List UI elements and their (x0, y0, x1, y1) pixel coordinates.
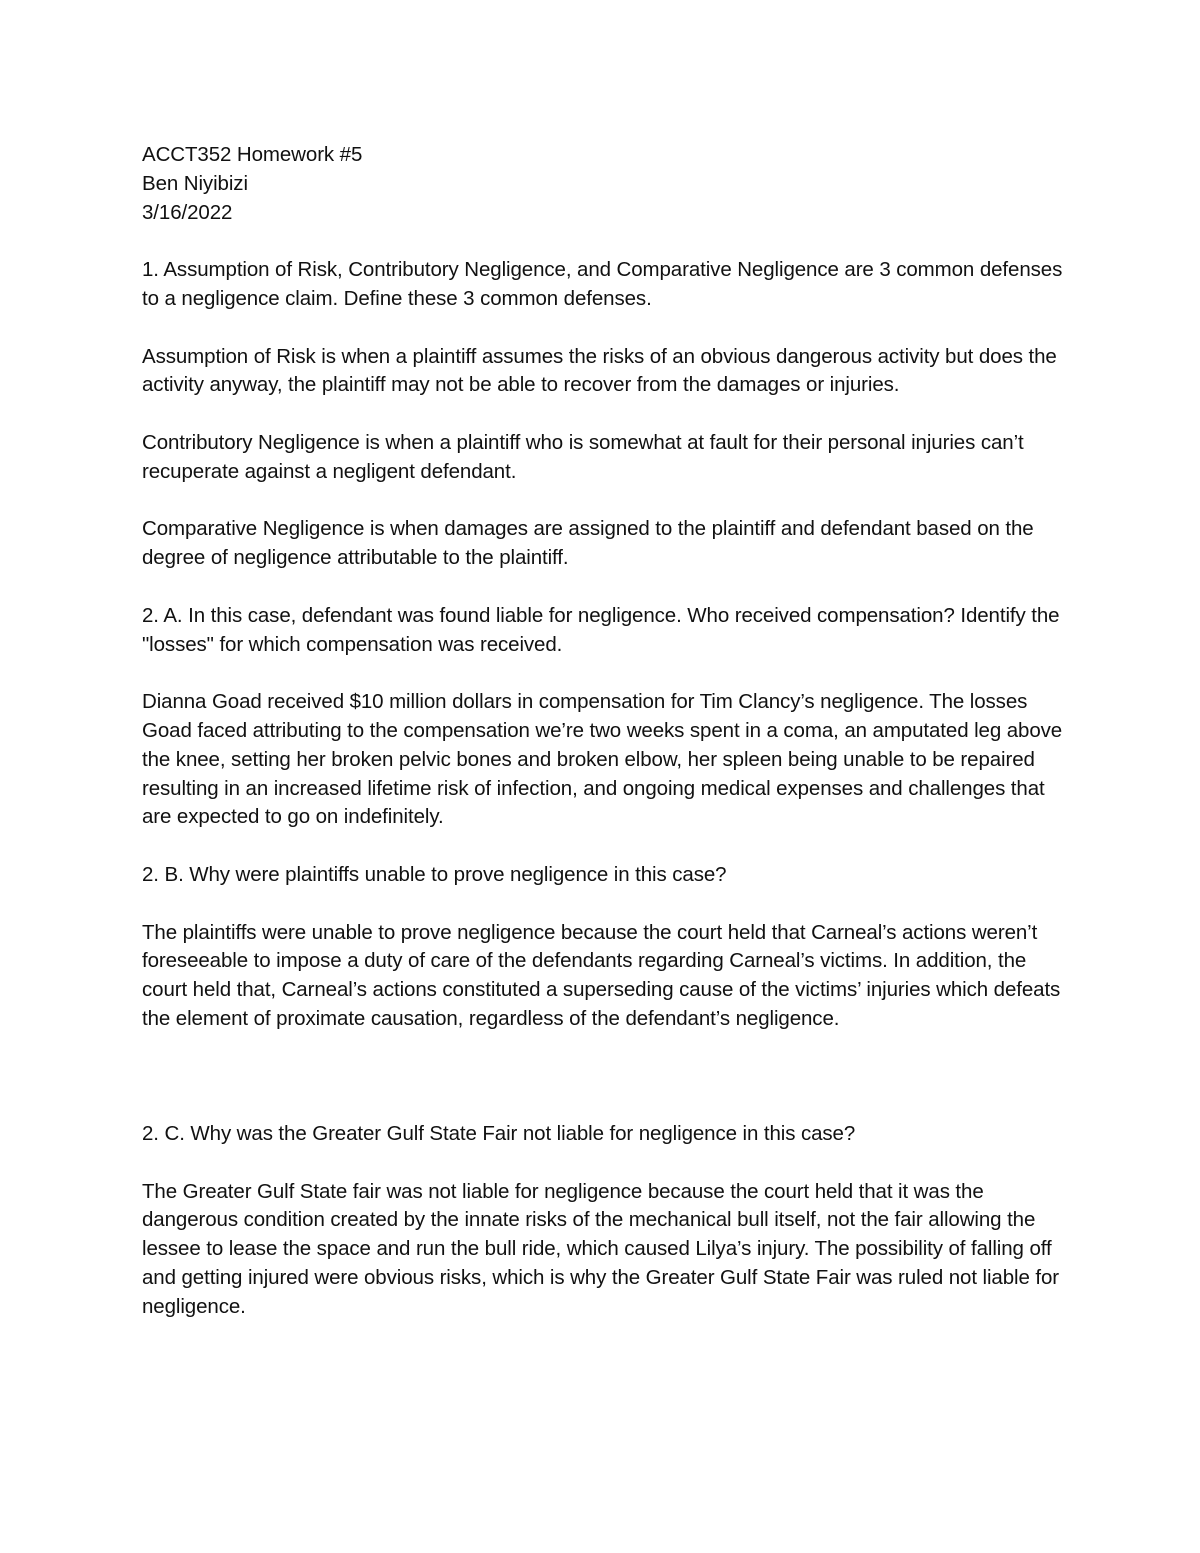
question-1: 1. Assumption of Risk, Contributory Negligence, and Comparative Negligence are 3 common defenses to a negligence claim. Define these 3 common defenses. (142, 258, 1063, 310)
document-body (142, 141, 1072, 1322)
question-2c: 2. C. Why was the Greater Gulf State Fair not liable for negligence in this case? (142, 1122, 856, 1146)
answer-2a: Dianna Goad received $10 million dollars in compensation for Tim Clancy’s negligence. The losses Goad faced attributing to the compensation we’re two weeks spent in a coma, an amputated leg above the knee, setting her broken pelvic bones and broken elbow, her spleen being unable to be repaired resulting in an increased lifetime risk of infection, and ongoing medical expenses and challenges that are expected to go on indefinitely. (142, 690, 1063, 829)
spacer (142, 1034, 1072, 1120)
author-name: Ben Niyibizi (142, 171, 248, 195)
question-2b: 2. B. Why were plaintiffs unable to prove negligence in this case? (142, 862, 727, 886)
spacer (142, 832, 1072, 861)
spacer (142, 890, 1072, 919)
question-2a: 2. A. In this case, defendant was found liable for negligence. Who received compensation? Identify the "losses" for which compensation was received. (142, 603, 1060, 656)
spacer (142, 573, 1072, 602)
answer-2c: The Greater Gulf State fair was not liable for negligence because the court held that it was the dangerous condition created by the innate risks of the mechanical bull itself, not the fair allowing the lessee to lease the space and run the bull ride, which caused Lilya’s injury. The possibility of falling off and getting injured were obvious risks, which is why the Greater Gulf State Fair was ruled not liable for negligence. (142, 1179, 1059, 1318)
answer-2b: The plaintiffs were unable to prove negligence because the court held that Carneal’s actions weren’t foreseeable to impose a duty of care of the defendants regarding Carneal’s victims. In addition, the court held that, Carneal’s actions constituted a superseding cause of the victims’ injuries which defeats the element of proximate causation, regardless of the defendant’s negligence. (142, 920, 1061, 1030)
answer-assumption-of-risk: Assumption of Risk is when a plaintiff assumes the risks of an obvious dangerous activity but does the activity anyway, the plaintiff may not be able to recover from the damages or injuries. (142, 344, 1057, 397)
spacer (142, 487, 1072, 516)
spacer (142, 314, 1072, 343)
spacer (142, 659, 1072, 688)
answer-comparative-negligence: Comparative Negligence is when damages are assigned to the plaintiff and defendant based on the degree of negligence attributable to the plaintiff. (142, 517, 1034, 570)
document-date: 3/16/2022 (142, 200, 233, 224)
spacer (142, 1149, 1072, 1178)
course-title: ACCT352 Homework #5 (142, 143, 363, 166)
spacer (142, 227, 1072, 256)
answer-contributory-negligence: Contributory Negligence is when a plaintiff who is somewhat at fault for their personal injuries can’t recuperate against a negligent defendant. (142, 430, 1024, 483)
spacer (142, 400, 1072, 429)
